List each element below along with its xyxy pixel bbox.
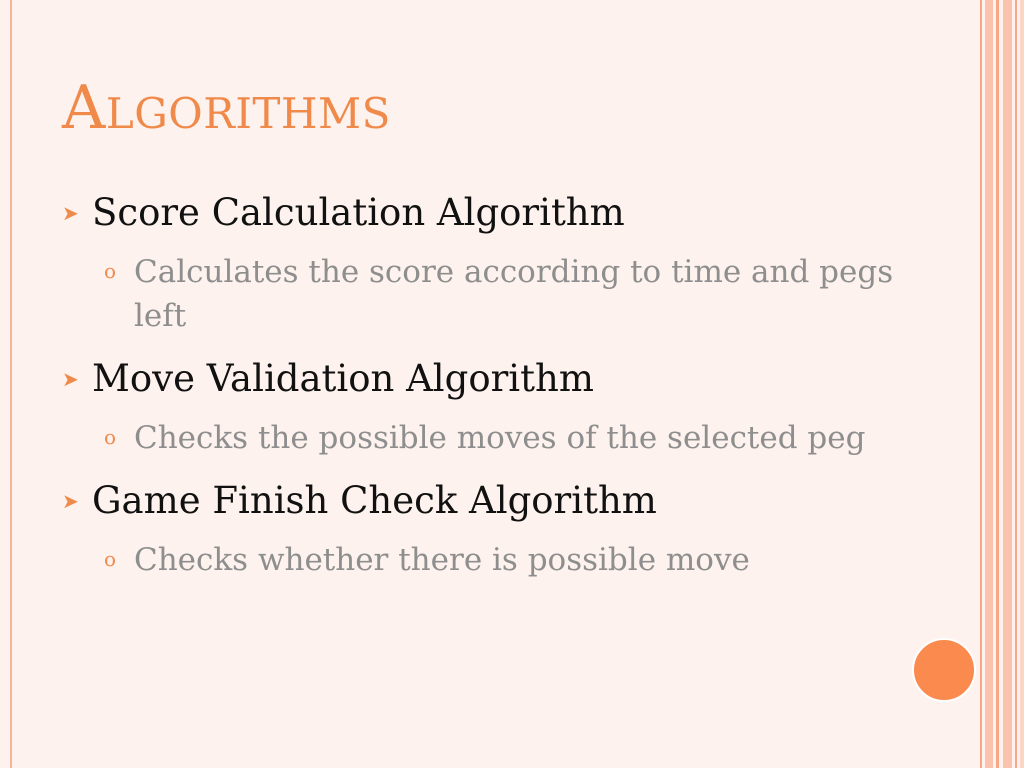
- right-decorative-stripe: [1015, 0, 1017, 768]
- right-decorative-stripe: [996, 0, 999, 768]
- sub-bullet-text: Checks the possible moves of the selected peg: [134, 420, 866, 456]
- bullet-item: [62, 478, 922, 524]
- hollow-circle-bullet-icon: o: [104, 259, 117, 283]
- bullet-heading: Game Finish Check Algorithm: [92, 479, 657, 522]
- right-decorative-stripe: [985, 0, 993, 768]
- bullet-item: [62, 190, 922, 236]
- right-decorative-stripe: [1020, 0, 1024, 768]
- bullet-list: [62, 190, 922, 600]
- sub-bullet-text: Calculates the score according to time and pegs left: [134, 254, 894, 334]
- decorative-orange-circle: [912, 638, 976, 702]
- slide-title: Algorithms: [62, 73, 391, 143]
- bullet-heading: Score Calculation Algorithm: [92, 191, 625, 234]
- arrowhead-bullet-icon: ➤: [62, 201, 79, 225]
- arrowhead-bullet-icon: ➤: [62, 367, 79, 391]
- left-decorative-stripe: [10, 0, 12, 768]
- sub-bullet-item: [104, 250, 922, 338]
- sub-bullet-item: [104, 538, 922, 582]
- sub-bullet-item: [104, 416, 922, 460]
- hollow-circle-bullet-icon: o: [104, 547, 117, 571]
- bullet-item: [62, 356, 922, 402]
- hollow-circle-bullet-icon: o: [104, 425, 117, 449]
- sub-bullet-text: Checks whether there is possible move: [134, 542, 750, 578]
- right-decorative-stripe: [980, 0, 982, 768]
- bullet-heading: Move Validation Algorithm: [92, 357, 594, 400]
- right-decorative-stripe: [1003, 0, 1012, 768]
- arrowhead-bullet-icon: ➤: [62, 489, 79, 513]
